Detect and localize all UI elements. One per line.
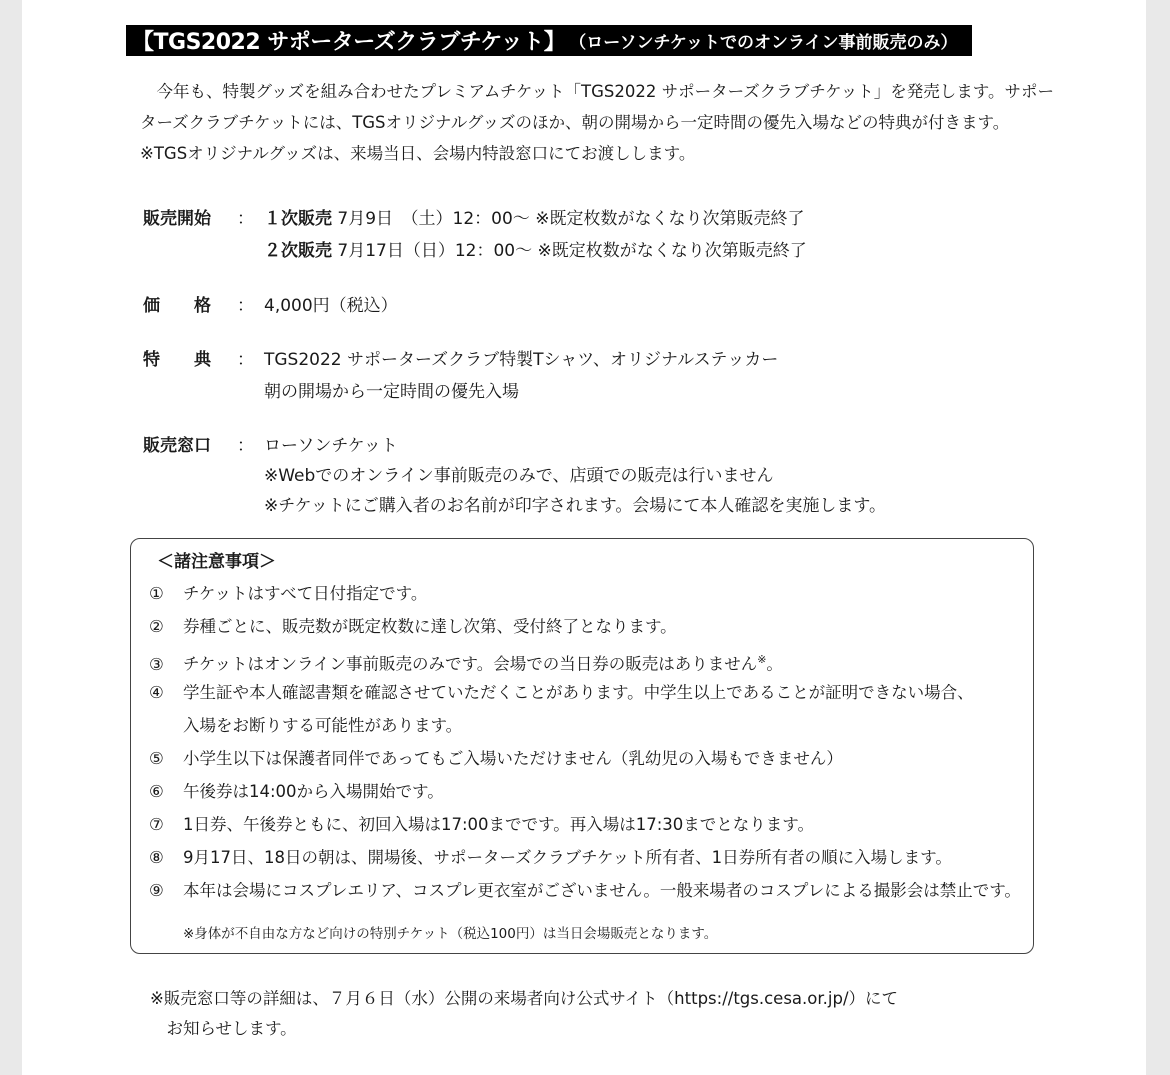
footer-line: ※販売窓口等の詳細は、７月６日（水）公開の来場者向け公式サイト（https://tgs.cesa.or.jp/）にて	[150, 989, 898, 1008]
first-sale-text: 7月9日 （土）12：00～ ※既定枚数がなくなり次第販売終了	[337, 209, 805, 229]
item-number: ⑤	[149, 749, 164, 768]
item-text: 券種ごとに、販売数が既定枚数に達し次第、受付終了となります。	[183, 617, 677, 636]
price-label: 価 格	[143, 296, 211, 316]
second-sale-text: 7月17日（日）12：00～ ※既定枚数がなくなり次第販売終了	[337, 241, 807, 261]
notice-item	[149, 643, 783, 681]
item-text: 9月17日、18日の朝は、開場後、サポーターズクラブチケット所有者、1日券所有者の順に入場します。	[183, 848, 952, 867]
notice-item	[149, 577, 427, 610]
item-number: ②	[149, 617, 164, 636]
item-text: 学生証や本人確認書類を確認させていただくことがあります。中学生以上であることが証明できない場合、	[183, 683, 974, 702]
item-text: 午後券は14:00から入場開始です。	[183, 782, 444, 801]
window-line: ※チケットにご購入者のお名前が印字されます。会場にて本人確認を実施します。	[264, 496, 886, 516]
item-number: ⑧	[149, 848, 164, 867]
notice-item	[149, 874, 1021, 907]
item-number: ③	[149, 654, 164, 674]
intro-line: ターズクラブチケットには、TGSオリジナルグッズのほか、朝の開場から一定時間の優先入場などの特典が付きます。	[140, 113, 1010, 132]
intro-note: ※TGSオリジナルグッズは、来場当日、会場内特設窓口にてお渡しします。	[140, 144, 696, 163]
notice-item	[149, 676, 974, 709]
notice-item-continuation: 入場をお断りする可能性があります。	[183, 716, 463, 735]
window-label: 販売窓口	[143, 436, 211, 456]
item-number: ⑦	[149, 815, 164, 834]
notice-item	[149, 610, 677, 643]
footer-note	[150, 984, 898, 1044]
notice-item	[149, 775, 444, 808]
footnote-mark: ※	[757, 653, 767, 666]
title-main: 【TGS2022 サポーターズクラブチケット】	[132, 30, 566, 55]
item-number: ⑥	[149, 782, 164, 801]
notice-footnote: ※身体が不自由な方など向けの特別チケット（税込100円）は当日会場販売となります。	[183, 926, 718, 942]
colon: ：	[237, 209, 254, 229]
document-page	[22, 0, 1146, 1075]
title-sub: （ローソンチケットでのオンライン事前販売のみ）	[569, 33, 958, 53]
notice-item	[149, 808, 814, 841]
item-text: チケットはすべて日付指定です。	[183, 584, 428, 603]
second-sale-label: ２次販売	[264, 241, 332, 261]
item-text: チケットはオンライン事前販売のみです。会場での当日券の販売はありません	[183, 654, 758, 674]
item-text-end: 。	[766, 654, 783, 674]
colon: ：	[237, 436, 254, 456]
benefits-line: TGS2022 サポーターズクラブ特製Tシャツ、オリジナルステッカー	[264, 350, 779, 370]
item-text: 小学生以下は保護者同伴であってもご入場いただけません（乳幼児の入場もできません）	[183, 749, 843, 768]
title-banner	[126, 25, 972, 56]
benefits-label: 特 典	[143, 350, 211, 370]
intro-line: 今年も、特製グッズを組み合わせたプレミアムチケット「TGS2022 サポーターズクラブチケット」を発売します。サポー	[140, 82, 1054, 101]
intro-paragraph	[140, 76, 1060, 169]
window-line: ローソンチケット	[264, 436, 398, 456]
item-number: ①	[149, 584, 164, 603]
price-value: 4,000円（税込）	[264, 296, 398, 316]
colon: ：	[237, 350, 254, 370]
notice-title: ＜諸注意事項＞	[157, 552, 276, 572]
notice-item	[149, 841, 952, 874]
item-number: ④	[149, 683, 164, 702]
notice-box	[130, 538, 1034, 954]
first-sale-label: １次販売	[264, 209, 332, 229]
window-line: ※Webでのオンライン事前販売のみで、店頭での販売は行いません	[264, 466, 774, 486]
item-text: 1日券、午後券ともに、初回入場は17:00までです。再入場は17:30までとなります。	[183, 815, 814, 834]
item-text: 本年は会場にコスプレエリア、コスプレ更衣室がございません。一般来場者のコスプレによる撮影会は禁止です。	[183, 881, 1021, 900]
item-number: ⑨	[149, 881, 164, 900]
sales-start-label: 販売開始	[143, 209, 211, 229]
colon: ：	[237, 296, 254, 316]
notice-item	[149, 742, 843, 775]
benefits-line: 朝の開場から一定時間の優先入場	[264, 382, 519, 402]
footer-line: お知らせします。	[150, 1019, 297, 1038]
